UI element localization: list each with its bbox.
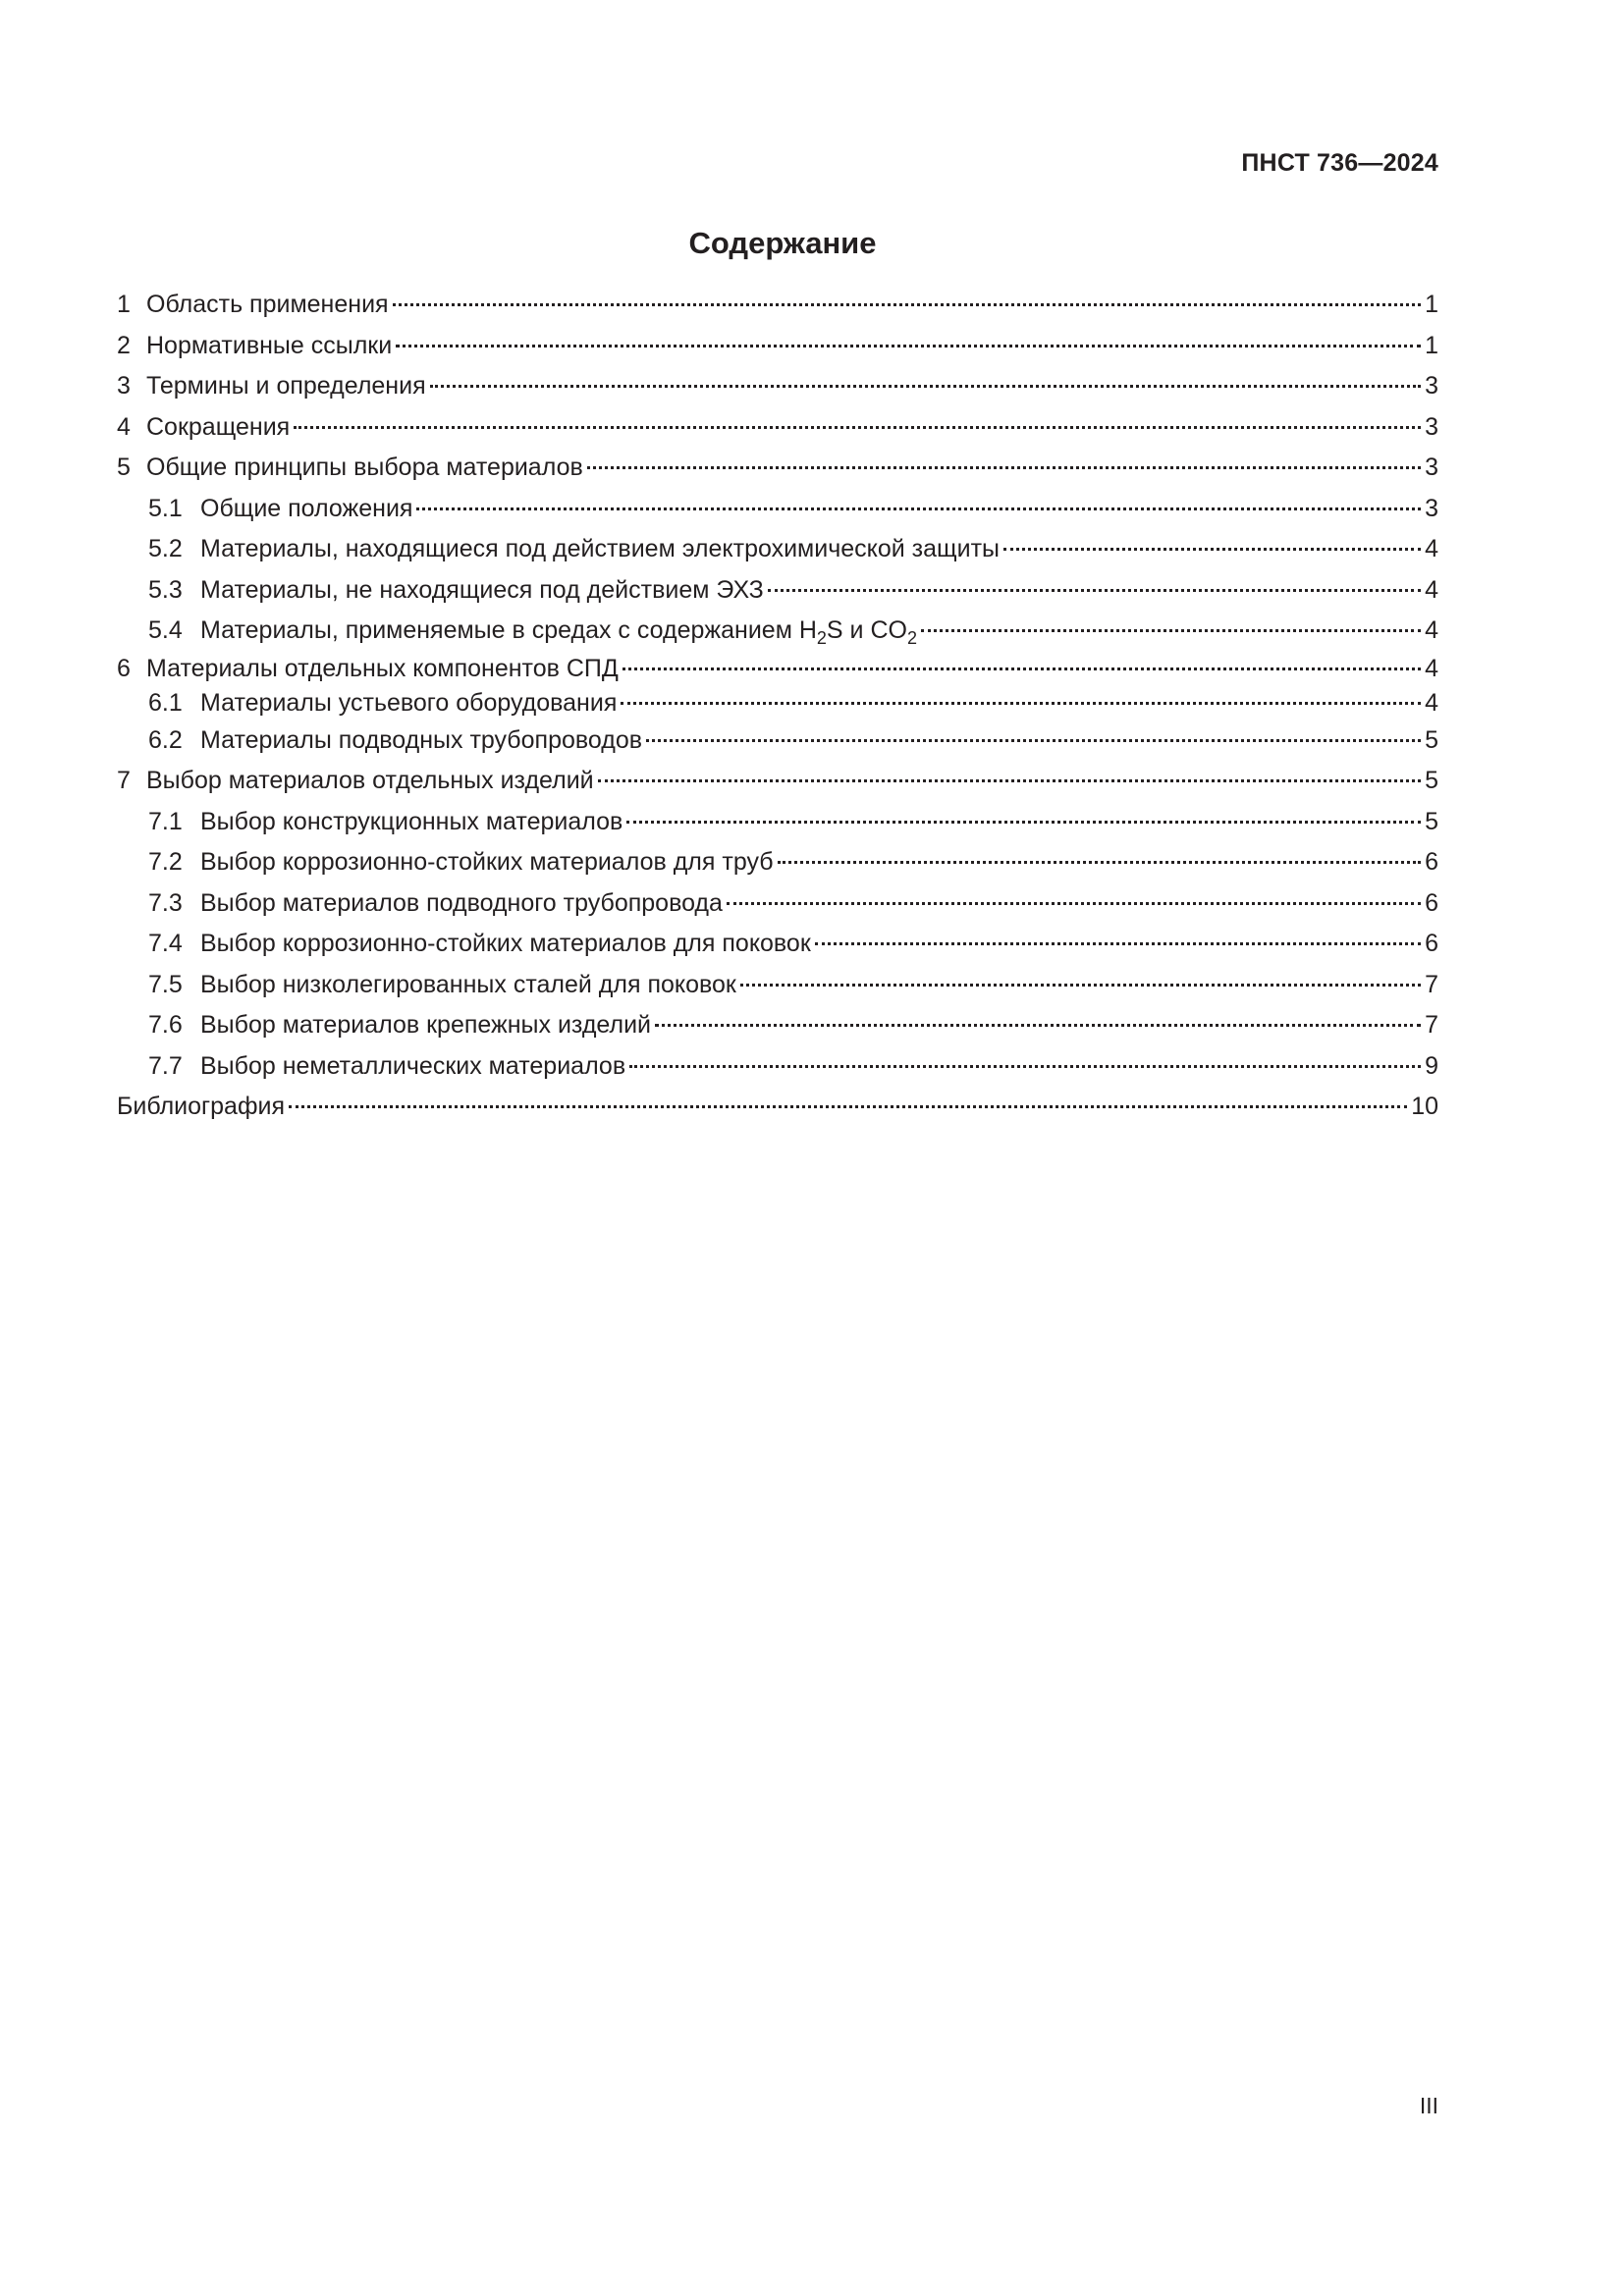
toc-number: 7 — [117, 767, 131, 794]
dot-leader — [430, 385, 1421, 388]
toc-number: 4 — [117, 412, 131, 441]
dot-leader — [626, 821, 1421, 824]
dot-leader — [778, 861, 1422, 864]
toc-entry[interactable] — [117, 721, 1438, 762]
table-of-contents — [117, 285, 1438, 1128]
toc-number: 5.3 — [148, 575, 183, 604]
document-code: ПНСТ 736—2024 — [1241, 149, 1438, 177]
toc-number: 6.2 — [148, 725, 183, 754]
toc-number: 7.2 — [148, 848, 183, 876]
dot-leader — [815, 942, 1421, 945]
toc-entry[interactable] — [117, 285, 1438, 326]
toc-label: Сокращения — [146, 412, 291, 441]
toc-page: 3 — [1425, 372, 1438, 400]
dot-leader — [629, 1065, 1421, 1068]
dot-leader — [768, 589, 1421, 592]
dot-leader — [598, 779, 1421, 782]
dot-leader — [623, 667, 1421, 670]
toc-entry[interactable] — [117, 570, 1438, 612]
dot-leader — [416, 507, 1421, 510]
toc-label: Общие положения — [200, 494, 413, 522]
toc-page: 3 — [1425, 412, 1438, 441]
subscript: 2 — [816, 628, 827, 648]
toc-number: 5 — [117, 454, 131, 481]
toc-number: 5.1 — [148, 494, 183, 522]
toc-number: 7.1 — [148, 807, 183, 835]
toc-label: Нормативные ссылки — [146, 331, 393, 359]
toc-entry-bibliography[interactable] — [117, 1087, 1438, 1128]
toc-page: 9 — [1425, 1051, 1438, 1080]
toc-label: Термины и определения — [146, 372, 426, 400]
toc-entry[interactable] — [117, 1046, 1438, 1088]
toc-number: 7.3 — [148, 888, 183, 917]
toc-page: 7 — [1425, 970, 1438, 998]
toc-entry[interactable] — [117, 448, 1438, 489]
toc-label: Общие принципы выбора материалов — [146, 454, 583, 481]
toc-page: 5 — [1425, 807, 1438, 835]
toc-label: Выбор неметаллических материалов — [200, 1051, 626, 1080]
toc-label: Материалы, не находящиеся под действием ЭХЗ — [200, 575, 764, 604]
toc-page: 6 — [1425, 930, 1438, 957]
toc-label: Выбор материалов отдельных изделий — [146, 767, 594, 794]
toc-entry[interactable] — [117, 924, 1438, 965]
toc-number: 5.4 — [148, 616, 183, 644]
dot-leader — [289, 1105, 1407, 1108]
toc-label: Область применения — [146, 291, 389, 318]
toc-page: 4 — [1425, 654, 1438, 682]
toc-page: 6 — [1425, 848, 1438, 876]
toc-page: 3 — [1425, 454, 1438, 481]
toc-entry[interactable] — [117, 611, 1438, 652]
toc-page: 1 — [1425, 291, 1438, 318]
toc-number: 5.2 — [148, 535, 183, 562]
toc-page: 5 — [1425, 725, 1438, 754]
toc-number: 7.5 — [148, 970, 183, 998]
toc-entry[interactable] — [117, 489, 1438, 530]
toc-entry[interactable] — [117, 842, 1438, 883]
toc-label: Материалы, находящиеся под действием электрохимической защиты — [200, 535, 1000, 562]
toc-entry[interactable] — [117, 366, 1438, 407]
toc-entry[interactable] — [117, 326, 1438, 367]
toc-label: Библиография — [117, 1093, 286, 1120]
dot-leader — [655, 1024, 1421, 1027]
toc-page: 4 — [1425, 688, 1438, 717]
toc-page: 4 — [1425, 575, 1438, 604]
dot-leader — [396, 345, 1421, 347]
toc-entry[interactable] — [117, 1005, 1438, 1046]
dot-leader — [1003, 548, 1421, 551]
toc-label: Выбор коррозионно-стойких материалов для труб — [200, 848, 774, 876]
toc-number: 1 — [117, 291, 131, 318]
toc-page: 10 — [1411, 1093, 1438, 1120]
toc-number: 3 — [117, 372, 131, 400]
dot-leader — [294, 426, 1421, 429]
toc-label: Выбор коррозионно-стойких материалов для поковок — [200, 930, 811, 957]
dot-leader — [646, 739, 1421, 742]
toc-number: 7.4 — [148, 930, 183, 957]
toc-label: Выбор материалов крепежных изделий — [200, 1011, 652, 1039]
dot-leader — [587, 466, 1421, 469]
dot-leader — [727, 902, 1421, 905]
toc-page: 6 — [1425, 888, 1438, 917]
toc-page: 7 — [1425, 1011, 1438, 1039]
toc-entry[interactable] — [117, 965, 1438, 1006]
toc-entry[interactable] — [117, 802, 1438, 843]
toc-number: 6.1 — [148, 688, 183, 717]
toc-number: 7.7 — [148, 1051, 183, 1080]
page-number: III — [1419, 2093, 1438, 2118]
toc-label-text: Материалы, применяемые в средах с содержанием H — [200, 616, 817, 644]
toc-page: 1 — [1425, 331, 1438, 359]
toc-number: 2 — [117, 331, 131, 359]
toc-entry[interactable] — [117, 529, 1438, 570]
toc-label: Выбор конструкционных материалов — [200, 807, 623, 835]
dot-leader — [393, 303, 1422, 306]
toc-label: Материалы подводных трубопроводов — [200, 725, 642, 754]
toc-label: Выбор низколегированных сталей для поковок — [200, 970, 736, 998]
toc-page: 3 — [1425, 494, 1438, 522]
page-title: Содержание — [688, 226, 877, 260]
toc-label-text: S и CO — [826, 616, 907, 644]
dot-leader — [921, 629, 1421, 632]
toc-entry[interactable] — [117, 883, 1438, 925]
toc-entry[interactable] — [117, 686, 1438, 721]
toc-page: 5 — [1425, 767, 1438, 794]
toc-page: 4 — [1425, 535, 1438, 562]
subscript: 2 — [906, 628, 917, 648]
dot-leader — [740, 984, 1421, 987]
toc-label: Материалы отдельных компонентов СПД — [146, 654, 619, 682]
dot-leader — [621, 702, 1421, 705]
toc-entry[interactable] — [117, 407, 1438, 449]
toc-number: 6 — [117, 654, 131, 682]
toc-number: 7.6 — [148, 1011, 183, 1039]
toc-label: Материалы устьевого оборудования — [200, 688, 618, 717]
toc-page: 4 — [1425, 616, 1438, 644]
toc-label: Выбор материалов подводного трубопровода — [200, 888, 723, 917]
toc-entry[interactable] — [117, 761, 1438, 802]
